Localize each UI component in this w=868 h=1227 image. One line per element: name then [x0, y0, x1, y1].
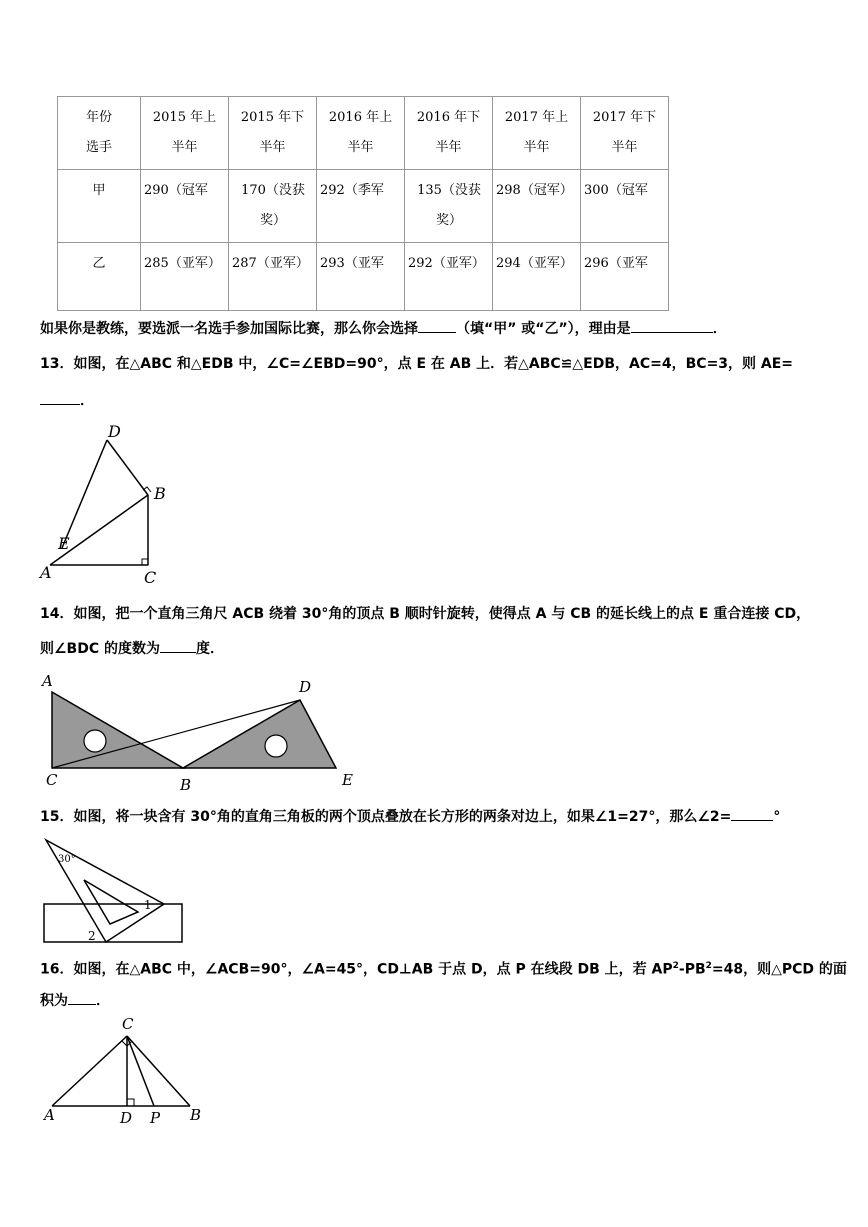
question-text: 13．如图，在△ABC 和△EDB 中，∠C=∠EBD=90°，点 E 在 AB 上．若△ABC≌△EDB，AC=4，BC=3，则 AE= [40, 356, 794, 372]
table-cell: 135（没获 奖） [405, 170, 493, 243]
label-A: A [42, 672, 53, 690]
table-cell: 296（亚军 [581, 243, 669, 311]
label-C: C [122, 1015, 134, 1033]
table-cell: 285（亚军） [141, 243, 229, 311]
label-D: D [108, 422, 121, 441]
question-15 [40, 806, 780, 827]
question-text: 如果你是教练，要选派一名选手参加国际比赛，那么你会选择 [40, 321, 418, 337]
table-cell: 294（亚军） [493, 243, 581, 311]
question-text: ． [712, 321, 727, 337]
label-A: A [40, 563, 52, 582]
answer-blank[interactable] [418, 318, 456, 333]
figure-q15 [38, 836, 186, 948]
question-text: ． [80, 393, 94, 409]
table-header-cell: 2017 年下 半年 [581, 97, 669, 170]
label-B: B [190, 1106, 202, 1124]
table-cell: 287（亚军） [229, 243, 317, 311]
question-14-line2 [40, 638, 224, 659]
superscript: 2 [705, 961, 712, 971]
question-text: 16．如图，在△ABC 中，∠ACB=90°，∠A=45°，CD⊥AB 于点 D，点 P 在线段 DB 上，若 AP [40, 961, 673, 978]
label-angle-2: 2 [88, 929, 96, 943]
label-C: C [144, 568, 157, 587]
answer-blank[interactable] [631, 318, 713, 333]
question-text: ° [773, 809, 781, 825]
table-header-cell: 2016 年上 半年 [317, 97, 405, 170]
table-cell: 292（亚军） [405, 243, 493, 311]
table-cell-player: 乙 [58, 243, 141, 311]
table-row [58, 170, 669, 243]
question-text: 积为 [40, 993, 68, 1009]
table-cell: 300（冠军 [581, 170, 669, 243]
question-text: （填“甲” 或“乙”），理由是 [456, 321, 631, 337]
table-cell: 170（没获 奖） [229, 170, 317, 243]
answer-blank[interactable] [68, 990, 96, 1005]
label-P: P [150, 1109, 161, 1126]
answer-blank[interactable] [731, 806, 773, 821]
label-A: A [44, 1106, 55, 1124]
figure-q14 [38, 672, 368, 794]
label-B: B [154, 484, 166, 503]
superscript: 2 [672, 961, 679, 971]
question-text: 则∠BDC 的度数为 [40, 641, 160, 657]
table-row [58, 243, 669, 311]
question-text: =48，则△PCD 的面 [711, 961, 847, 978]
table-header-cell: 2017 年上 半年 [493, 97, 581, 170]
table-header-cell: 年份 选手 [58, 97, 141, 170]
label-E: E [342, 771, 353, 789]
question-16-line2 [40, 990, 110, 1011]
figure-q16 [38, 1014, 208, 1126]
question-text: 15．如图，将一块含有 30°角的直角三角板的两个顶点叠放在长方形的两条对边上，如果∠1=27°，那么∠2= [40, 809, 732, 825]
question-14 [40, 604, 810, 624]
label-D: D [120, 1109, 133, 1126]
question-13-line2 [40, 390, 94, 411]
answer-blank[interactable] [160, 638, 196, 653]
question-text: 14．如图，把一个直角三角尺 ACB 绕着 30°角的顶点 B 顺时针旋转，使得点 A 与 CB 的延长线上的点 E 重合连接 CD， [40, 606, 811, 622]
question-text: -PB [678, 961, 706, 978]
table-header-row [58, 97, 669, 170]
table-cell: 298（冠军） [493, 170, 581, 243]
question-13 [40, 354, 793, 374]
table-cell: 292（季军 [317, 170, 405, 243]
label-C: C [46, 771, 58, 789]
question-text: 度． [196, 641, 224, 657]
table-cell: 293（亚军 [317, 243, 405, 311]
table-header-cell: 2015 年下 半年 [229, 97, 317, 170]
table-cell-player: 甲 [58, 170, 141, 243]
table-header-cell: 2015 年上 半年 [141, 97, 229, 170]
label-angle-1: 1 [144, 898, 152, 912]
label-E: E [58, 534, 70, 553]
answer-blank[interactable] [40, 390, 80, 405]
question-16 [40, 956, 847, 980]
question-text: ． [96, 993, 110, 1009]
label-D: D [299, 678, 312, 696]
figure-q13 [30, 418, 180, 590]
question-12-tail [40, 318, 727, 339]
label-30-degrees: 30° [58, 854, 76, 865]
table-cell: 290（冠军 [141, 170, 229, 243]
label-B: B [180, 776, 192, 794]
score-table [57, 96, 669, 311]
table-header-cell: 2016 年下 半年 [405, 97, 493, 170]
